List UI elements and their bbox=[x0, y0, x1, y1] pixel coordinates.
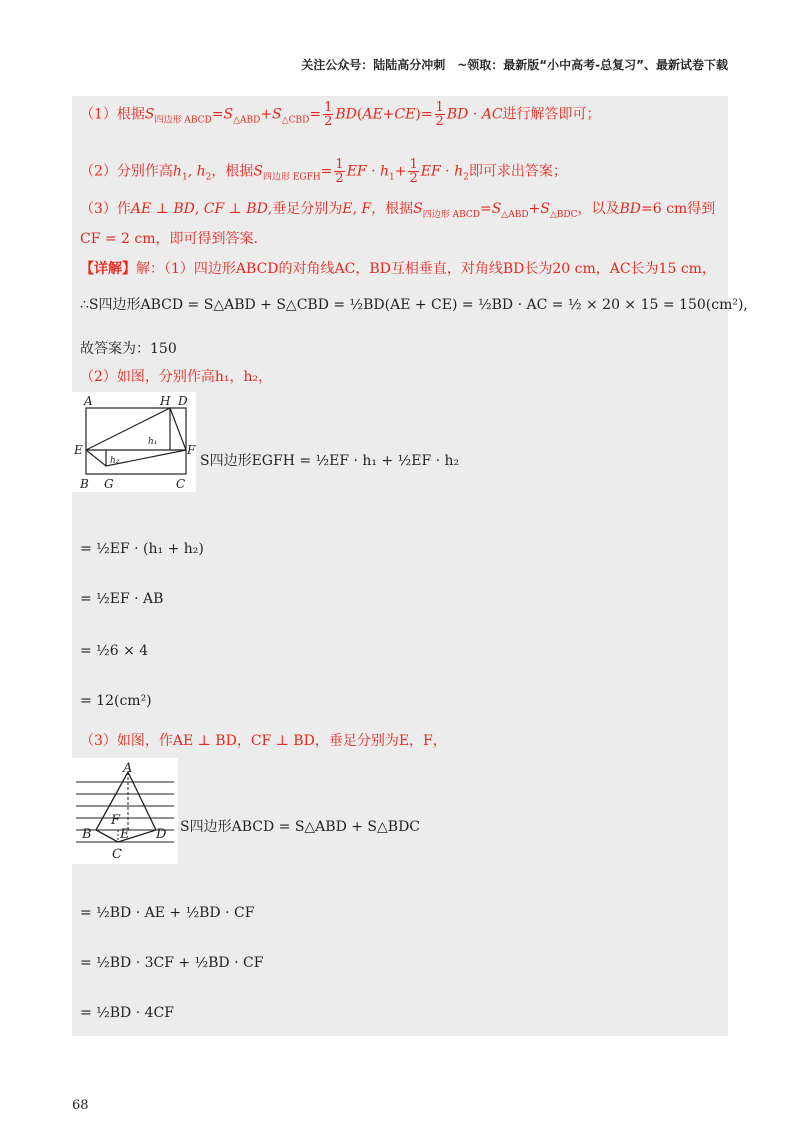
detail-answer: 故答案为：150 bbox=[80, 341, 177, 357]
fig1-label-b: B bbox=[80, 477, 89, 491]
page-number: 68 bbox=[72, 1098, 89, 1113]
step-4: = 12(cm²) bbox=[80, 693, 152, 709]
fig1-label-c: C bbox=[176, 477, 186, 491]
analysis-line-2: （2）分别作高$h_1$, $h_2$，根据$S_{四边形 EGFH}=$ $\frac{1}{2}$ EF · $h_1+$ $\frac{1}{2}$ EF · $h_2$即可求出答案； bbox=[80, 157, 567, 186]
fig1-label-h2: h₂ bbox=[110, 456, 120, 466]
analysis-line-3: （3）作AE ⊥ BD, CF ⊥ BD,垂足分别为E, F，根据$S_{四边形 ABCD}=S_{\triangle ABD}+S_{\triangle BDC}$，以及BD=6 cm得到 bbox=[80, 201, 716, 220]
step-7: = ½BD · 4CF bbox=[80, 1005, 174, 1021]
analysis-line-1: （1）根据$S_{四边形 ABCD}=S_{\triangle ABD}+S_{\triangle CBD}=$ $\frac{1}{2}$ BD(AE+CE)= $\frac{1}{2}$ BD · AC进行解答即可； bbox=[80, 100, 601, 129]
detail-line-2: ∴S四边形ABCD = S△ABD + S△CBD = ½BD(AE + CE) = ½BD · AC = ½ × 20 × 15 = 150(cm²), bbox=[80, 297, 748, 313]
figure-kite bbox=[72, 758, 178, 864]
page-header: 关注公众号：陆陆高分冲刺 ~领取：最新版“小中高考-总复习”、最新试卷下载 bbox=[301, 58, 728, 72]
step-5: = ½BD · AE + ½BD · CF bbox=[80, 905, 255, 921]
fig1-label-d: D bbox=[178, 394, 188, 408]
step-3: = ½6 × 4 bbox=[80, 643, 149, 659]
step-6: = ½BD · 3CF + ½BD · CF bbox=[80, 955, 264, 971]
figure1-formula: S四边形EGFH = ½EF · h₁ + ½EF · h₂ bbox=[200, 453, 460, 469]
fig1-label-a: A bbox=[84, 394, 93, 408]
fig1-label-h: H bbox=[160, 394, 171, 408]
fig2-label-b: B bbox=[82, 827, 92, 842]
figure-kite-svg bbox=[72, 758, 178, 864]
fig2-label-e: E bbox=[120, 827, 130, 842]
fig2-label-d: D bbox=[156, 827, 167, 842]
fig1-label-g: G bbox=[104, 477, 114, 491]
detail-line-3: （2）如图，分别作高h₁，h₂， bbox=[80, 369, 273, 385]
analysis-line-3b: CF = 2 cm，即可得到答案. bbox=[80, 231, 258, 247]
fig1-label-h1: h₁ bbox=[148, 437, 158, 447]
fig2-label-f: F bbox=[111, 813, 121, 828]
figure-rectangle bbox=[72, 392, 196, 492]
fig1-label-e: E bbox=[74, 443, 83, 457]
step-2: = ½EF · AB bbox=[80, 591, 164, 607]
detail-line-5: （3）如图，作AE ⊥ BD，CF ⊥ BD，垂足分别为E，F， bbox=[80, 733, 447, 749]
fig2-label-a: A bbox=[123, 761, 133, 776]
detail-line-1: 【详解】解：（1）四边形ABCD的对角线AC，BD互相垂直，对角线BD长为20 cm，AC长为15 cm， bbox=[80, 261, 716, 277]
fig2-label-c: C bbox=[112, 847, 122, 862]
figure2-formula: S四边形ABCD = S△ABD + S△BDC bbox=[180, 819, 421, 835]
figure-rectangle-svg bbox=[72, 392, 196, 492]
fig1-label-f: F bbox=[187, 443, 196, 457]
step-1: = ½EF · (h₁ + h₂) bbox=[80, 541, 204, 557]
